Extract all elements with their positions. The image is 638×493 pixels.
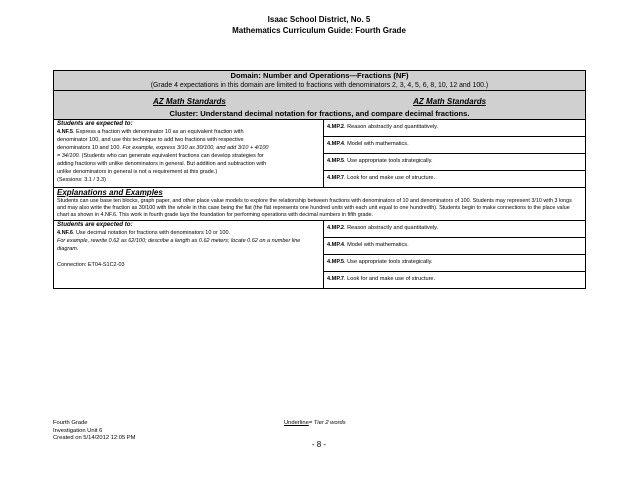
practices-cell-2 <box>324 220 586 288</box>
practice-item: 4.MP.7. Look for and make use of structure. <box>327 175 436 181</box>
page-number: - 8 - <box>311 440 327 449</box>
domain-band <box>54 71 586 91</box>
footer-grade: Fourth Grade <box>53 420 88 426</box>
cluster-title: Cluster: Understand decimal notation for fractions, and compare decimal fractions. <box>169 109 470 118</box>
domain-note: (Grade 4 expectations in this domain are limited to fractions with denominators 2, 3, 4, 5, 6, 8, 10, 12 and 100.) <box>150 82 489 89</box>
standard-code: 4.NF.5 <box>57 129 73 135</box>
standards-band <box>54 91 586 120</box>
footer-legend <box>284 420 346 428</box>
practices-cell-1 <box>324 120 586 188</box>
domain-title: Domain: Number and Operations—Fractions (NF) <box>230 71 409 80</box>
footer-created: Created on 5/14/2012 12:05 PM <box>53 435 136 441</box>
explanations-cell <box>54 188 586 221</box>
tier-note: = Tier 2 words <box>308 420 346 426</box>
practice-item: 4.MP.2. Reason abstractly and quantitatively. <box>324 221 585 238</box>
curriculum-table <box>53 70 586 289</box>
underline-word: Underline <box>284 420 309 426</box>
expected-heading: Students are expected to: <box>57 120 133 127</box>
explanations-title: Explanations and Examples <box>57 188 163 197</box>
guide-title: Mathematics Curriculum Guide: Fourth Grade <box>232 26 406 35</box>
document-header <box>0 14 638 36</box>
standard-nf6-cell <box>54 220 324 288</box>
standard-nf5-cell <box>54 120 324 188</box>
practice-item: 4.MP.4. Model with mathematics. <box>324 137 585 154</box>
practice-item: 4.MP.5. Use appropriate tools strategically. <box>324 255 585 272</box>
practice-item: 4.MP.4. Model with mathematics. <box>324 238 585 255</box>
connection-text: Connection: ET04-S1C2-03 <box>57 261 125 268</box>
standard-code: 4.NF.6 <box>57 229 73 236</box>
practice-item: 4.MP.5. Use appropriate tools strategically. <box>324 154 585 171</box>
practice-item: 4.MP.2. Reason abstractly and quantitatively. <box>324 120 585 137</box>
footer-unit: Investigation Unit 6 <box>53 427 103 434</box>
az-standards-left: AZ Math Standards <box>152 97 226 106</box>
practice-item: 4.MP.7. Look for and make use of structure. <box>327 275 436 282</box>
district-name: Isaac School District, No. 5 <box>267 15 371 24</box>
expected-heading: Students are expected to: <box>57 220 133 228</box>
az-standards-right: AZ Math Standards <box>413 97 487 106</box>
standard-nf5-text: 4.NF.5. Express a fraction with denominator 10 as an equivalent fraction with denominator 100, and use this technique to add two fractions with respective denominators 10 and 100. For example, express 3/10 as 30/100, and add 3/10 + 4/100 = 34/100. (Students who can generate equivalent fractions can develop strategies for adding fractions with unlike denominators in general. But addition and subtraction with unlike denominators in general is not a requirement at this grade.) (Sessions: 3.1 / 3.3) <box>57 129 269 183</box>
explanations-text: Students can use base ten blocks, graph paper, and other place value models to explore the relationship between fractions with denominators of 10 and denominators of 100. Students may represent 3/10 with 3 longs and may also write the fraction as 30/100 with the whole in this case being the flat (the flat represents one hundred units with each unit equal to one hundredth). Students begin to make connections to the place value chart as shown in 4.NF.6. This work in fourth grade lays the foundation for performing operations with decimal numbers in fifth grade. <box>57 198 572 219</box>
standard-nf6-text: 4.NF.6. Use decimal notation for fractions with denominators 10 or 100. For example, rewrite 0.62 as 62/100; describe a length as 0.62 meters; locate 0.62 on a number line diagram. Connection: ET04-S1C2-03 <box>57 229 301 268</box>
